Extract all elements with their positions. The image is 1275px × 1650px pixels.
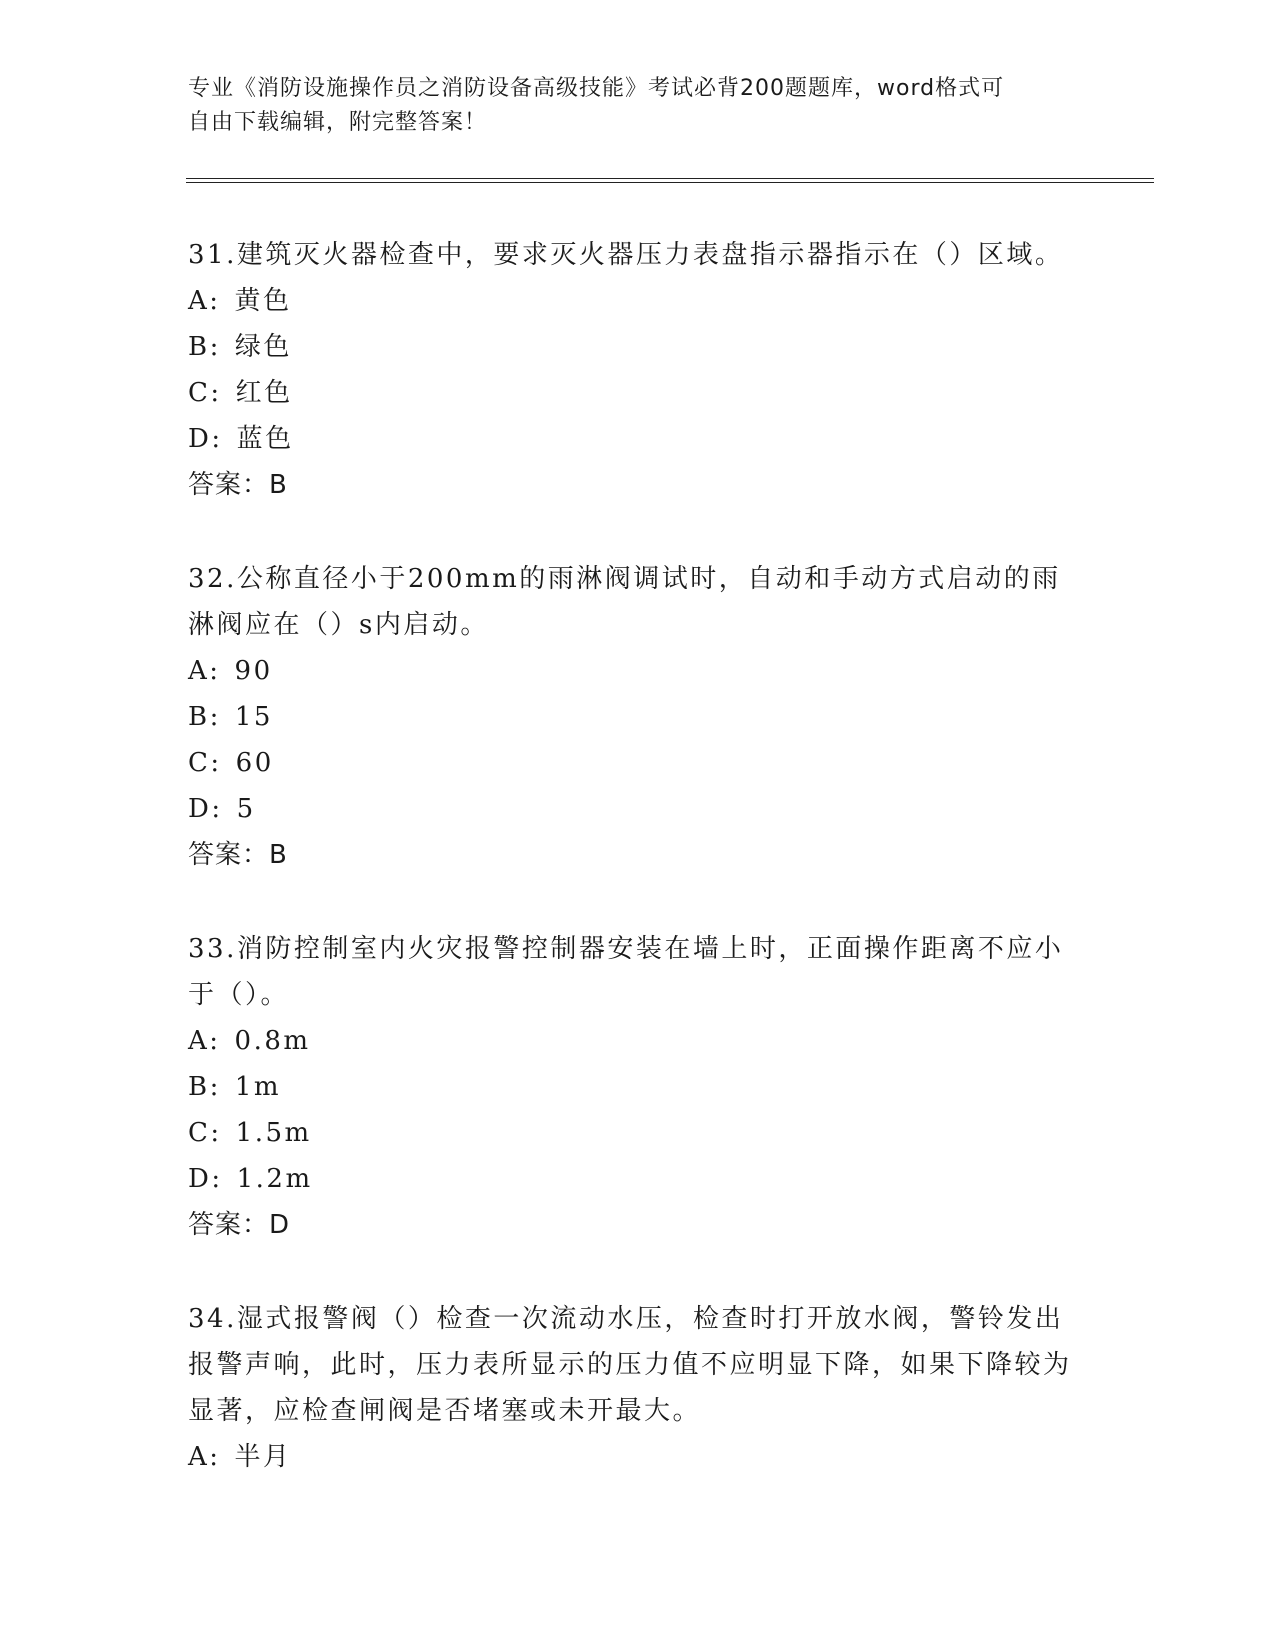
- option-label: A:: [188, 286, 221, 316]
- question-stem: 32.公称直径小于200mm的雨淋阀调试时，自动和手动方式启动的雨淋阀应在（）s内启动。: [188, 564, 1061, 640]
- option-c: [188, 370, 1088, 416]
- option-c: [188, 740, 1088, 786]
- option-text: 蓝色: [236, 424, 294, 454]
- option-label: A:: [188, 1442, 221, 1472]
- document-header: [188, 72, 1088, 140]
- question-32: [188, 556, 1088, 878]
- option-text: 黄色: [234, 286, 292, 316]
- option-c: [188, 1110, 1088, 1156]
- answer-line: 答案：B: [188, 840, 288, 870]
- question-33: [188, 926, 1088, 1248]
- question-34: [188, 1296, 1088, 1480]
- option-label: B:: [188, 702, 221, 732]
- header-line-1: 专业《消防设施操作员之消防设备高级技能》考试必背200题题库，word格式可: [188, 76, 1005, 101]
- option-label: C:: [188, 748, 222, 778]
- option-text: 1.5m: [235, 1118, 312, 1148]
- option-label: B:: [188, 332, 221, 362]
- option-text: 半月: [234, 1442, 292, 1472]
- option-label: C:: [188, 1118, 222, 1148]
- question-stem: 31.建筑灭火器检查中，要求灭火器压力表盘指示器指示在（）区域。: [188, 240, 1064, 270]
- header-line-2: 自由下载编辑，附完整答案！: [188, 110, 488, 135]
- answer-line: 答案：D: [188, 1210, 291, 1240]
- option-b: [188, 1064, 1088, 1110]
- option-b: [188, 694, 1088, 740]
- header-divider: [186, 178, 1154, 183]
- option-d: [188, 786, 1088, 832]
- option-a: [188, 648, 1088, 694]
- option-text: 红色: [235, 378, 293, 408]
- option-label: A:: [188, 656, 221, 686]
- option-text: 绿色: [234, 332, 292, 362]
- option-a: [188, 1434, 1088, 1480]
- option-label: B:: [188, 1072, 221, 1102]
- option-text: 5: [236, 794, 256, 824]
- answer-line: 答案：B: [188, 470, 288, 500]
- option-d: [188, 1156, 1088, 1202]
- question-stem: 33.消防控制室内火灾报警控制器安装在墙上时，正面操作距离不应小于（）。: [188, 934, 1064, 1010]
- option-label: A:: [188, 1026, 221, 1056]
- option-a: [188, 1018, 1088, 1064]
- question-list: [188, 232, 1088, 1528]
- option-text: 15: [234, 702, 273, 732]
- option-text: 60: [235, 748, 274, 778]
- option-label: D:: [188, 794, 223, 824]
- option-label: D:: [188, 1164, 223, 1194]
- option-text: 90: [234, 656, 273, 686]
- option-a: [188, 278, 1088, 324]
- question-31: [188, 232, 1088, 508]
- option-text: 0.8m: [234, 1026, 311, 1056]
- question-stem: 34.湿式报警阀（）检查一次流动水压，检查时打开放水阀，警铃发出报警声响，此时，压力表所显示的压力值不应明显下降，如果下降较为显著，应检查闸阀是否堵塞或未开最大。: [188, 1304, 1072, 1426]
- option-b: [188, 324, 1088, 370]
- option-text: 1m: [234, 1072, 282, 1102]
- option-text: 1.2m: [236, 1164, 313, 1194]
- option-d: [188, 416, 1088, 462]
- option-label: D:: [188, 424, 223, 454]
- option-label: C:: [188, 378, 222, 408]
